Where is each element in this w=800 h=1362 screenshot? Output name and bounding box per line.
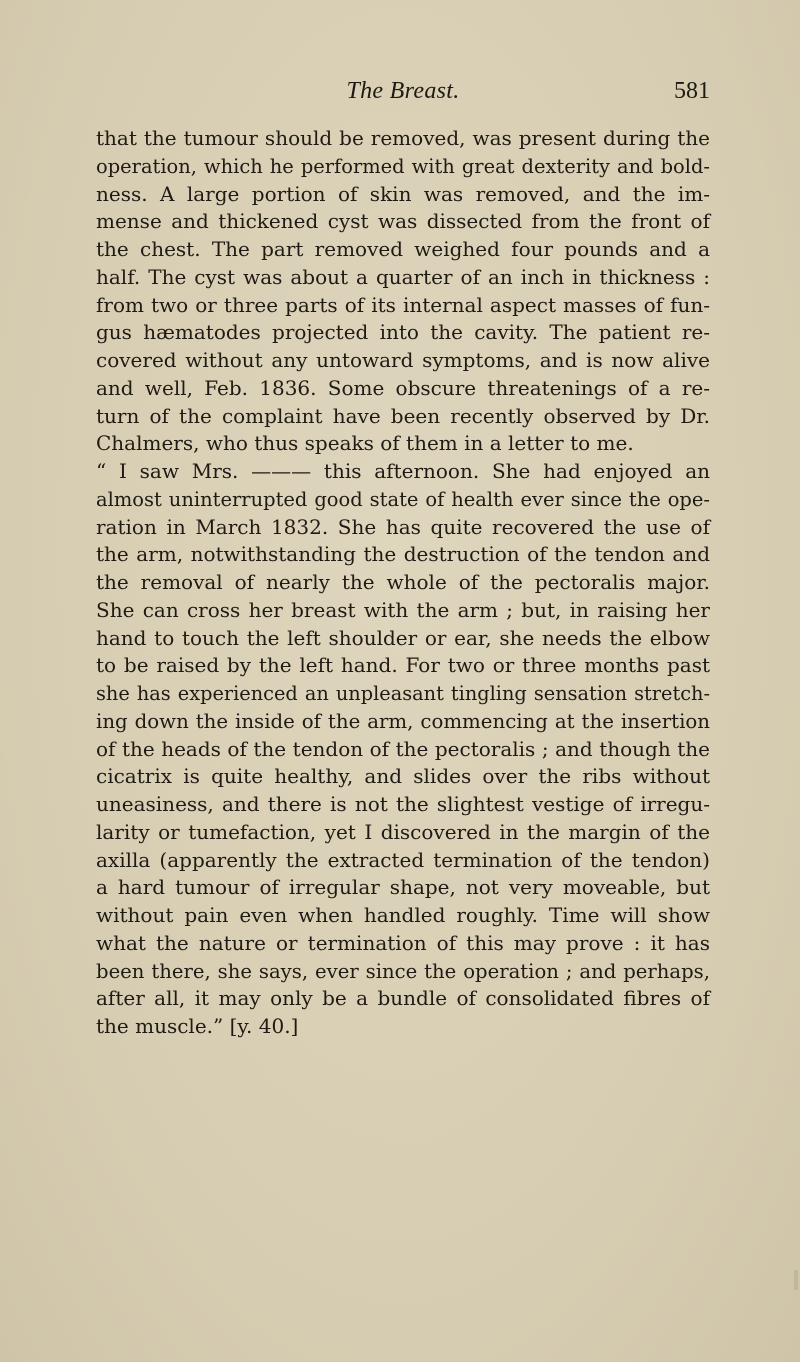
text-line: uneasiness, and there is not the slightest vestige of irregu- [96,792,710,816]
text-line: ing down the inside of the arm, commencing at the insertion [96,709,710,733]
text-line: to be raised by the left hand. For two or three months past [96,653,710,678]
page-edge-mark [794,1270,798,1290]
running-title: The Breast. [346,78,460,104]
body-text [96,125,710,1041]
text-line: she has experienced an unpleasant tingling sensation stretch- [96,682,710,705]
text-line: operation, which he performed with great dexterity and bold- [96,154,710,178]
text-line: the removal of nearly the whole of the pectoralis major. [96,570,710,594]
text-line: been there, she says, ever since the operation ; and perhaps, [96,959,710,983]
text-line: what the nature or termination of this may prove : it has [96,930,710,955]
text-line: mense and thickened cyst was dissected from the front of [96,209,710,234]
text-line: turn of the complaint have been recently observed by Dr. [96,403,710,428]
text-line: gus hæmatodes projected into the cavity. The patient re- [96,320,710,345]
text-line: that the tumour should be removed, was present during the [96,126,710,150]
text-line: hand to touch the left shoulder or ear, she needs the elbow [96,625,710,650]
text-line: half. The cyst was about a quarter of an inch in thickness : [96,264,710,289]
text-line: “ I saw Mrs. ——— this afternoon. She had enjoyed an [96,459,710,483]
text-line: from two or three parts of its internal aspect masses of fun- [96,292,710,317]
text-line: She can cross her breast with the arm ; but, in raising her [96,597,710,622]
text-line: the arm, notwithstanding the destruction of the tendon and [96,542,710,567]
text-line: the chest. The part removed weighed four pounds and a [96,237,710,261]
text-line: larity or tumefaction, yet I discovered in the margin of the [96,819,710,844]
text-line: and well, Feb. 1836. Some obscure threatenings of a re- [96,375,710,400]
text-line: almost uninterrupted good state of health ever since the ope- [96,487,710,511]
text-line: covered without any untoward symptoms, and is now alive [96,348,710,372]
text-line: ration in March 1832. She has quite recovered the use of [96,514,710,539]
text-line: ness. A large portion of skin was removed, and the im- [96,181,710,206]
text-line: of the heads of the tendon of the pectoralis ; and though the [96,736,710,761]
page-header [96,78,710,112]
text-line: the muscle.” [y. 40.] [96,1014,299,1038]
page-number: 581 [674,78,710,104]
text-line: a hard tumour of irregular shape, not very moveable, but [96,875,710,900]
text-line: after all, it may only be a bundle of consolidated fibres of [96,986,710,1011]
text-line: axilla (apparently the extracted termination of the tendon) [96,847,710,872]
text-line: Chalmers, who thus speaks of them in a letter to me. [96,431,634,456]
text-line: cicatrix is quite healthy, and slides over the ribs without [96,764,710,789]
text-line: without pain even when handled roughly. Time will show [96,903,710,927]
